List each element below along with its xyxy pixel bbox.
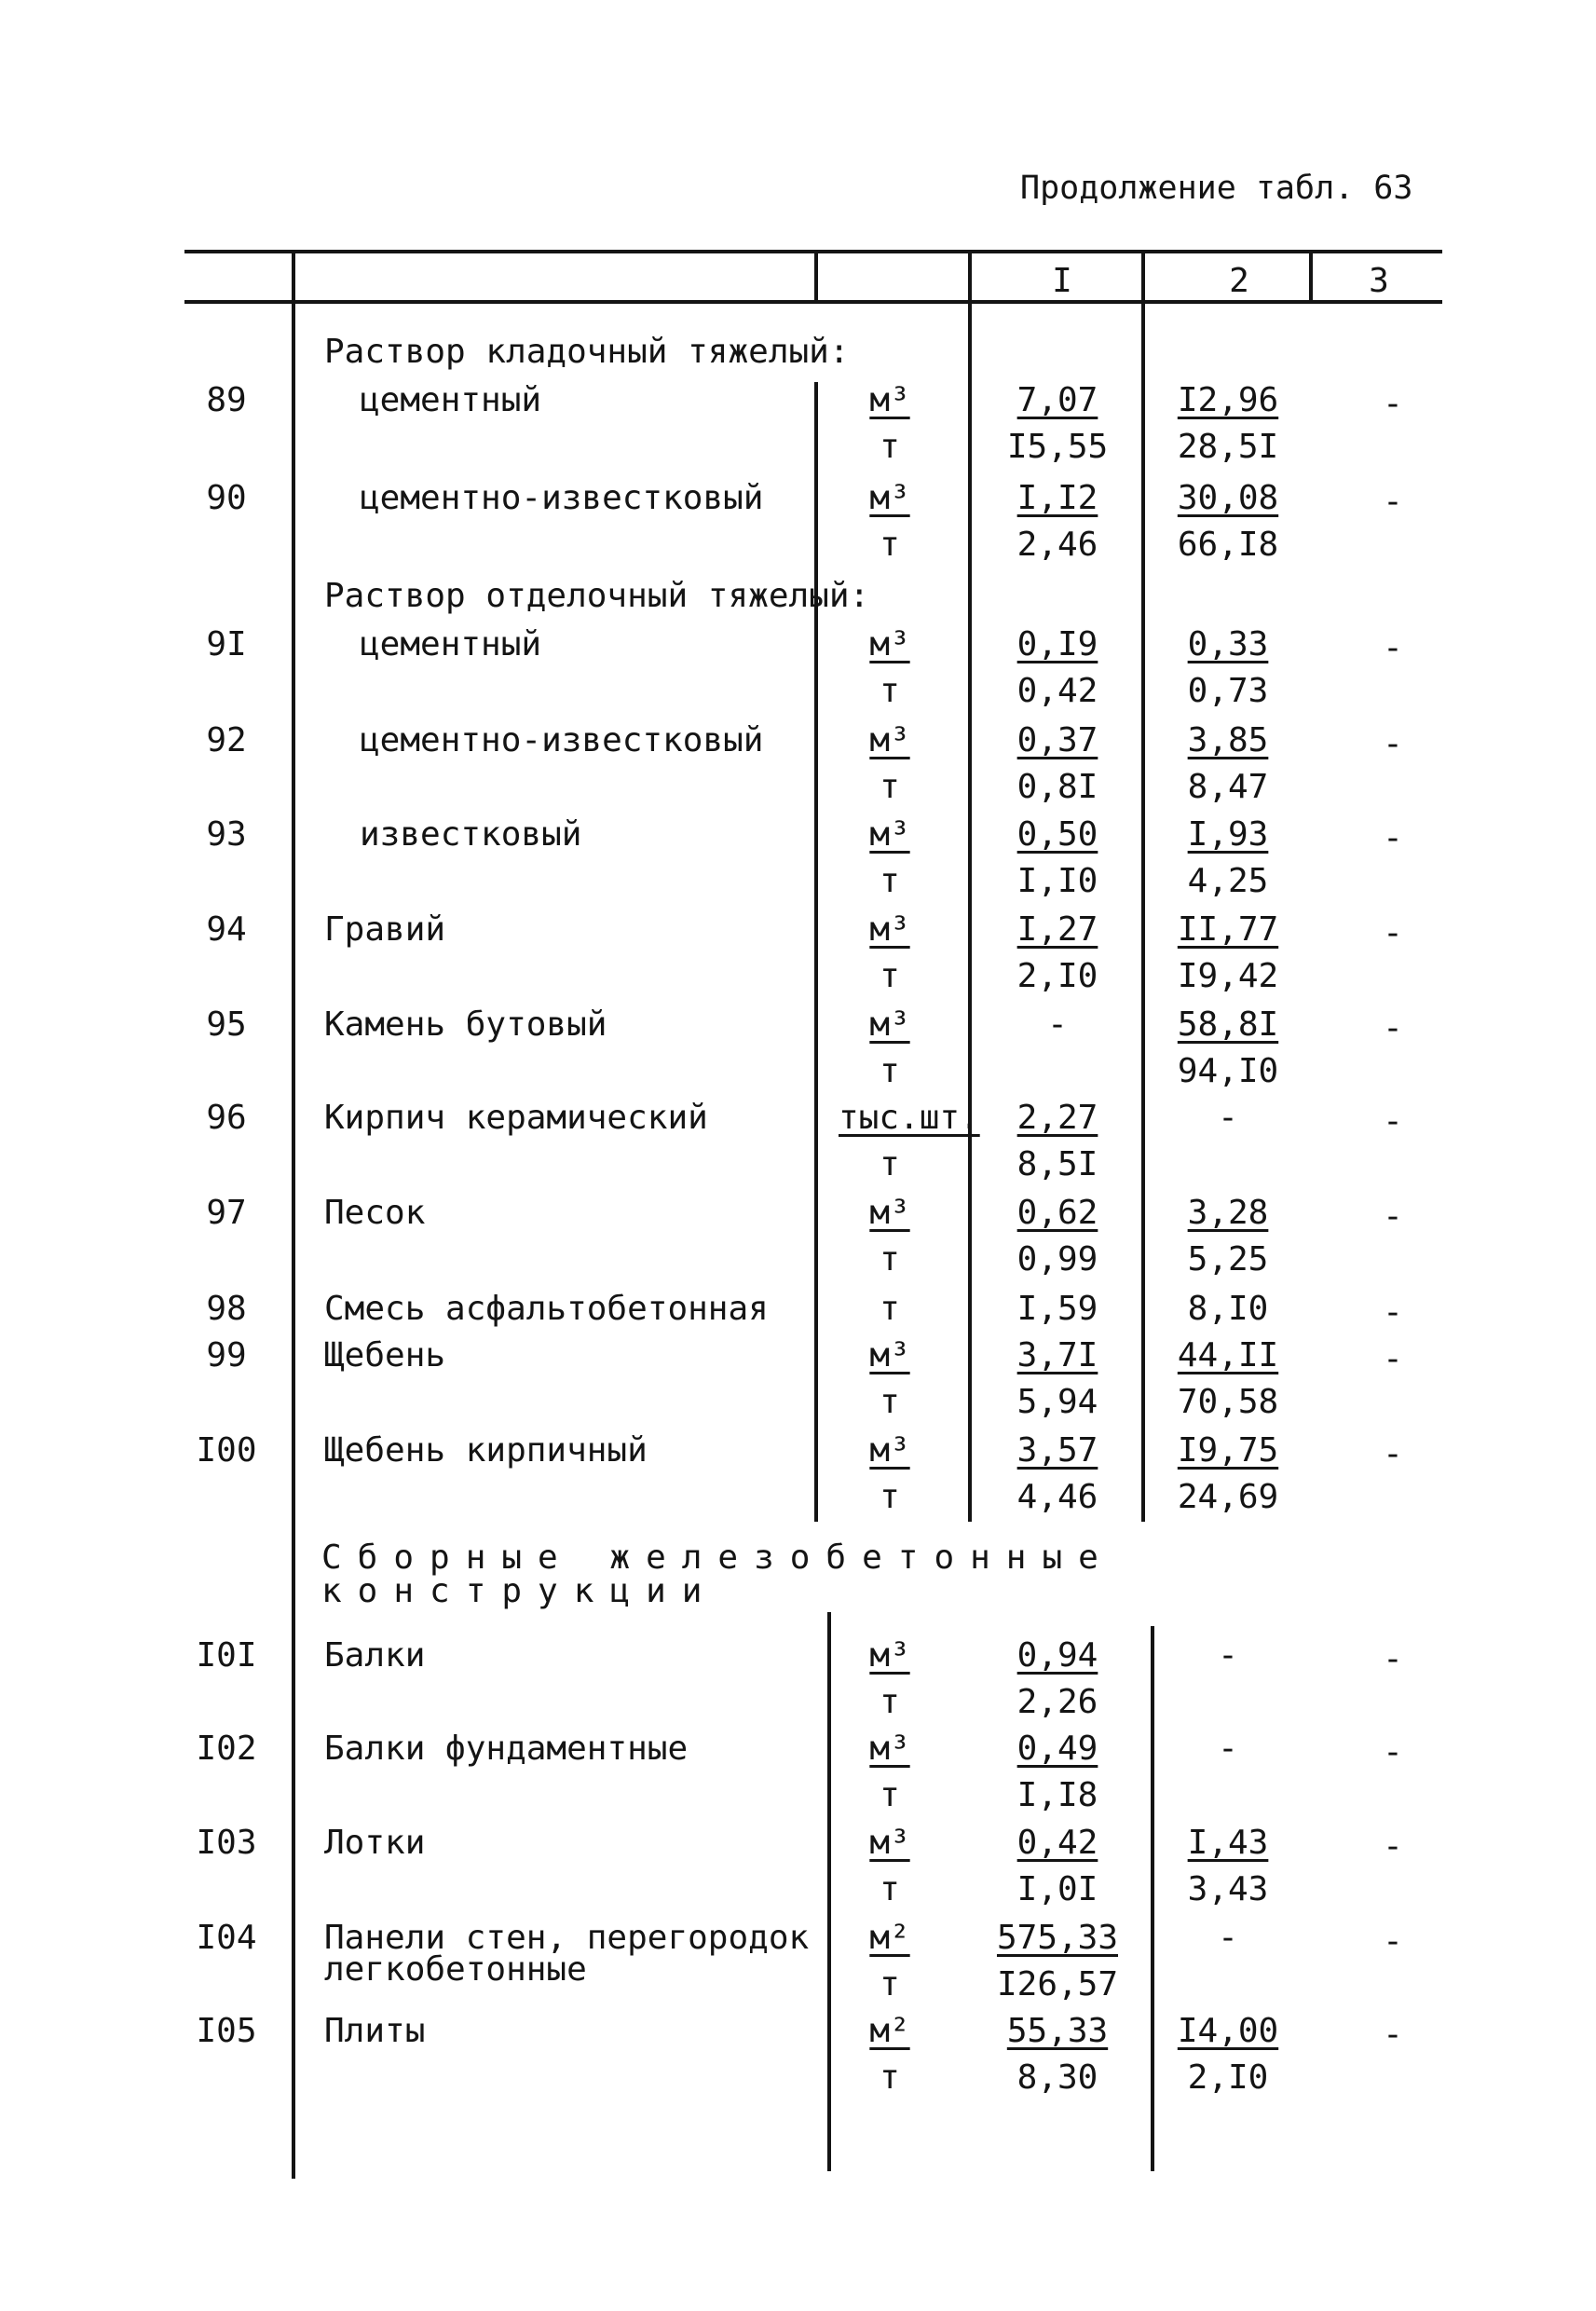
unit-bottom: т bbox=[880, 862, 900, 900]
row-number: I04 bbox=[196, 1919, 257, 1957]
value-col2-bottom: 94,I0 bbox=[1177, 1052, 1279, 1090]
item-name: цементно-известковый bbox=[360, 479, 764, 517]
value-col1-bottom: 8,5I bbox=[1016, 1145, 1098, 1183]
item-name: Гравий bbox=[324, 910, 446, 949]
column-header-3: 3 bbox=[1369, 262, 1389, 300]
value-col3: - bbox=[1383, 1009, 1403, 1047]
value-col2-top: I,43 bbox=[1187, 1824, 1269, 1862]
unit-top: м³ bbox=[869, 815, 910, 854]
row-number: 89 bbox=[206, 381, 247, 419]
unit-top: м³ bbox=[869, 1431, 910, 1470]
row-number: 90 bbox=[206, 479, 247, 517]
unit-bottom: т bbox=[880, 1965, 900, 2003]
value-col1-bottom: I5,55 bbox=[1006, 428, 1109, 466]
value-col3: - bbox=[1383, 385, 1403, 423]
value-col2-top: 8,I0 bbox=[1187, 1290, 1269, 1328]
row-number: 98 bbox=[206, 1290, 247, 1328]
value-col1-top: - bbox=[1047, 1005, 1068, 1044]
unit-bottom: т bbox=[880, 1870, 900, 1908]
value-col1-top: 0,42 bbox=[1016, 1824, 1098, 1862]
unit-top: м³ bbox=[869, 1636, 910, 1675]
unit-bottom: т bbox=[880, 1145, 900, 1183]
item-name: цементно-известковый bbox=[360, 721, 764, 759]
item-name: цементный bbox=[360, 625, 542, 663]
value-col2-top: 0,33 bbox=[1187, 625, 1269, 663]
value-col1-bottom: 8,30 bbox=[1016, 2058, 1098, 2097]
value-col1-top: 0,62 bbox=[1016, 1194, 1098, 1232]
row-number: 97 bbox=[206, 1194, 247, 1232]
value-col2-bottom: 66,I8 bbox=[1177, 526, 1279, 564]
value-col1-bottom: 2,46 bbox=[1016, 526, 1098, 564]
row-number: 94 bbox=[206, 910, 247, 949]
column-divider-c1 bbox=[968, 250, 972, 1522]
unit-bottom: т bbox=[880, 1776, 900, 1814]
unit-bottom: т bbox=[880, 526, 900, 564]
table-top-rule-1 bbox=[184, 250, 1442, 253]
value-col1-top: I,27 bbox=[1016, 910, 1098, 949]
value-col2-bottom: 4,25 bbox=[1187, 862, 1269, 900]
value-col1-top: 0,37 bbox=[1016, 721, 1098, 759]
value-col1-top: 3,57 bbox=[1016, 1431, 1098, 1470]
unit-top: тыс.шт. bbox=[839, 1099, 980, 1137]
value-col3: - bbox=[1383, 1340, 1403, 1378]
unit-top: м³ bbox=[869, 479, 910, 517]
value-col2-bottom: 28,5I bbox=[1177, 428, 1279, 466]
value-col2-top: 58,8I bbox=[1177, 1005, 1279, 1044]
value-col1-bottom: I,I8 bbox=[1016, 1776, 1098, 1814]
table-top-rule-2 bbox=[184, 300, 1442, 304]
value-col2-bottom: 3,43 bbox=[1187, 1870, 1269, 1908]
value-col2-bottom: 5,25 bbox=[1187, 1240, 1269, 1279]
value-col2-top: I4,00 bbox=[1177, 2012, 1279, 2050]
item-name: Кирпич керамический bbox=[324, 1099, 708, 1137]
unit-top: м³ bbox=[869, 1730, 910, 1768]
value-col2-bottom: 8,47 bbox=[1187, 768, 1269, 806]
section-title-line-1: Сборные железобетонные bbox=[321, 1538, 1114, 1577]
value-col2-top: I9,75 bbox=[1177, 1431, 1279, 1470]
value-col2-top: 3,85 bbox=[1187, 721, 1269, 759]
item-name: Панели стен, перегородок bbox=[324, 1919, 810, 1957]
value-col1-bottom: 0,8I bbox=[1016, 768, 1098, 806]
value-col1-bottom: 0,99 bbox=[1016, 1240, 1098, 1279]
item-name: Смесь асфальтобетонная bbox=[324, 1290, 769, 1328]
column-divider-c3 bbox=[1309, 250, 1313, 304]
value-col3: - bbox=[1383, 1640, 1403, 1678]
value-col1-top: 3,7I bbox=[1016, 1336, 1098, 1374]
value-col2-top: I2,96 bbox=[1177, 381, 1279, 419]
unit-top: т bbox=[880, 1290, 900, 1328]
value-col2-top: - bbox=[1218, 1730, 1238, 1768]
value-col1-top: 0,94 bbox=[1016, 1636, 1098, 1675]
item-name: Щебень bbox=[324, 1336, 446, 1374]
unit-top: м² bbox=[869, 2012, 910, 2050]
column-divider-unit-upper bbox=[814, 382, 818, 1522]
value-col3: - bbox=[1383, 1922, 1403, 1961]
table-caption: Продолжение табл. 63 bbox=[1020, 170, 1413, 207]
value-col3: - bbox=[1383, 1733, 1403, 1771]
value-col1-top: 575,33 bbox=[996, 1919, 1119, 1957]
unit-bottom: т bbox=[880, 957, 900, 995]
value-col2-top: 30,08 bbox=[1177, 479, 1279, 517]
value-col3: - bbox=[1383, 1197, 1403, 1236]
value-col1-bottom: 2,I0 bbox=[1016, 957, 1098, 995]
value-col3: - bbox=[1383, 2016, 1403, 2054]
value-col2-bottom: I9,42 bbox=[1177, 957, 1279, 995]
group-title: Раствор кладочный тяжелый: bbox=[324, 333, 850, 371]
column-divider-c2 bbox=[1141, 250, 1145, 1522]
item-name: цементный bbox=[360, 381, 542, 419]
row-number: I0I bbox=[196, 1636, 257, 1675]
value-col1-top: 0,50 bbox=[1016, 815, 1098, 854]
item-name: Лотки bbox=[324, 1824, 426, 1862]
value-col1-bottom: I26,57 bbox=[996, 1965, 1119, 2003]
row-number: I05 bbox=[196, 2012, 257, 2050]
unit-top: м³ bbox=[869, 721, 910, 759]
section-title-line-2: конструкции bbox=[321, 1572, 718, 1610]
value-col3: - bbox=[1383, 1293, 1403, 1332]
value-col1-top: 2,27 bbox=[1016, 1099, 1098, 1137]
unit-bottom: т bbox=[880, 672, 900, 710]
row-number: 92 bbox=[206, 721, 247, 759]
unit-bottom: т bbox=[880, 428, 900, 466]
row-number: I00 bbox=[196, 1431, 257, 1470]
row-number: 9I bbox=[206, 625, 247, 663]
value-col3: - bbox=[1383, 629, 1403, 667]
unit-bottom: т bbox=[880, 1683, 900, 1721]
column-header-1: I bbox=[1052, 262, 1072, 300]
value-col1-top: I,59 bbox=[1016, 1290, 1098, 1328]
value-col3: - bbox=[1383, 1435, 1403, 1473]
unit-top: м³ bbox=[869, 1336, 910, 1374]
value-col2-bottom: 70,58 bbox=[1177, 1383, 1279, 1421]
unit-top: м³ bbox=[869, 381, 910, 419]
value-col3: - bbox=[1383, 914, 1403, 952]
value-col1-bottom: I,I0 bbox=[1016, 862, 1098, 900]
row-number: I03 bbox=[196, 1824, 257, 1862]
value-col3: - bbox=[1383, 819, 1403, 857]
value-col2-top: - bbox=[1218, 1636, 1238, 1675]
value-col2-top: - bbox=[1218, 1919, 1238, 1957]
group-title: Раствор отделочный тяжелый: bbox=[324, 577, 870, 615]
column-divider-name bbox=[292, 250, 295, 2179]
value-col2-top: I,93 bbox=[1187, 815, 1269, 854]
value-col1-top: 55,33 bbox=[1006, 2012, 1109, 2050]
unit-top: м³ bbox=[869, 1824, 910, 1862]
unit-bottom: т bbox=[880, 1052, 900, 1090]
column-divider-unit-header bbox=[814, 250, 818, 304]
item-name: Балки bbox=[324, 1636, 426, 1675]
value-col3: - bbox=[1383, 483, 1403, 521]
unit-bottom: т bbox=[880, 2058, 900, 2097]
unit-top: м³ bbox=[869, 910, 910, 949]
value-col1-top: I,I2 bbox=[1016, 479, 1098, 517]
value-col1-bottom: I,0I bbox=[1016, 1870, 1098, 1908]
row-number: 96 bbox=[206, 1099, 247, 1137]
row-number: 95 bbox=[206, 1005, 247, 1044]
value-col1-top: 7,07 bbox=[1016, 381, 1098, 419]
row-number: 93 bbox=[206, 815, 247, 854]
row-number: I02 bbox=[196, 1730, 257, 1768]
value-col2-top: - bbox=[1218, 1099, 1238, 1137]
value-col1-bottom: 5,94 bbox=[1016, 1383, 1098, 1421]
unit-top: м² bbox=[869, 1919, 910, 1957]
value-col2-top: II,77 bbox=[1177, 910, 1279, 949]
value-col3: - bbox=[1383, 1827, 1403, 1866]
unit-top: м³ bbox=[869, 625, 910, 663]
unit-bottom: т bbox=[880, 1240, 900, 1279]
item-name: Балки фундаментные bbox=[324, 1730, 689, 1768]
item-name: известковый bbox=[360, 815, 582, 854]
value-col2-bottom: 24,69 bbox=[1177, 1478, 1279, 1516]
item-name: Камень бутовый bbox=[324, 1005, 607, 1044]
value-col3: - bbox=[1383, 1102, 1403, 1141]
column-header-2: 2 bbox=[1229, 262, 1249, 300]
value-col1-bottom: 0,42 bbox=[1016, 672, 1098, 710]
value-col3: - bbox=[1383, 725, 1403, 763]
value-col2-top: 44,II bbox=[1177, 1336, 1279, 1374]
unit-bottom: т bbox=[880, 768, 900, 806]
item-name: Плиты bbox=[324, 2012, 426, 2050]
value-col1-bottom: 4,46 bbox=[1016, 1478, 1098, 1516]
unit-bottom: т bbox=[880, 1383, 900, 1421]
item-name: Щебень кирпичный bbox=[324, 1431, 648, 1470]
unit-bottom: т bbox=[880, 1478, 900, 1516]
item-name: Песок bbox=[324, 1194, 426, 1232]
value-col1-top: 0,I9 bbox=[1016, 625, 1098, 663]
value-col1-bottom: 2,26 bbox=[1016, 1683, 1098, 1721]
value-col2-bottom: 2,I0 bbox=[1187, 2058, 1269, 2097]
row-number: 99 bbox=[206, 1336, 247, 1374]
value-col2-top: 3,28 bbox=[1187, 1194, 1269, 1232]
unit-top: м³ bbox=[869, 1194, 910, 1232]
value-col2-bottom: 0,73 bbox=[1187, 672, 1269, 710]
unit-top: м³ bbox=[869, 1005, 910, 1044]
column-divider-unit-lower bbox=[827, 1612, 831, 2171]
item-name-continued: легкобетонные bbox=[324, 1950, 587, 1989]
value-col1-top: 0,49 bbox=[1016, 1730, 1098, 1768]
